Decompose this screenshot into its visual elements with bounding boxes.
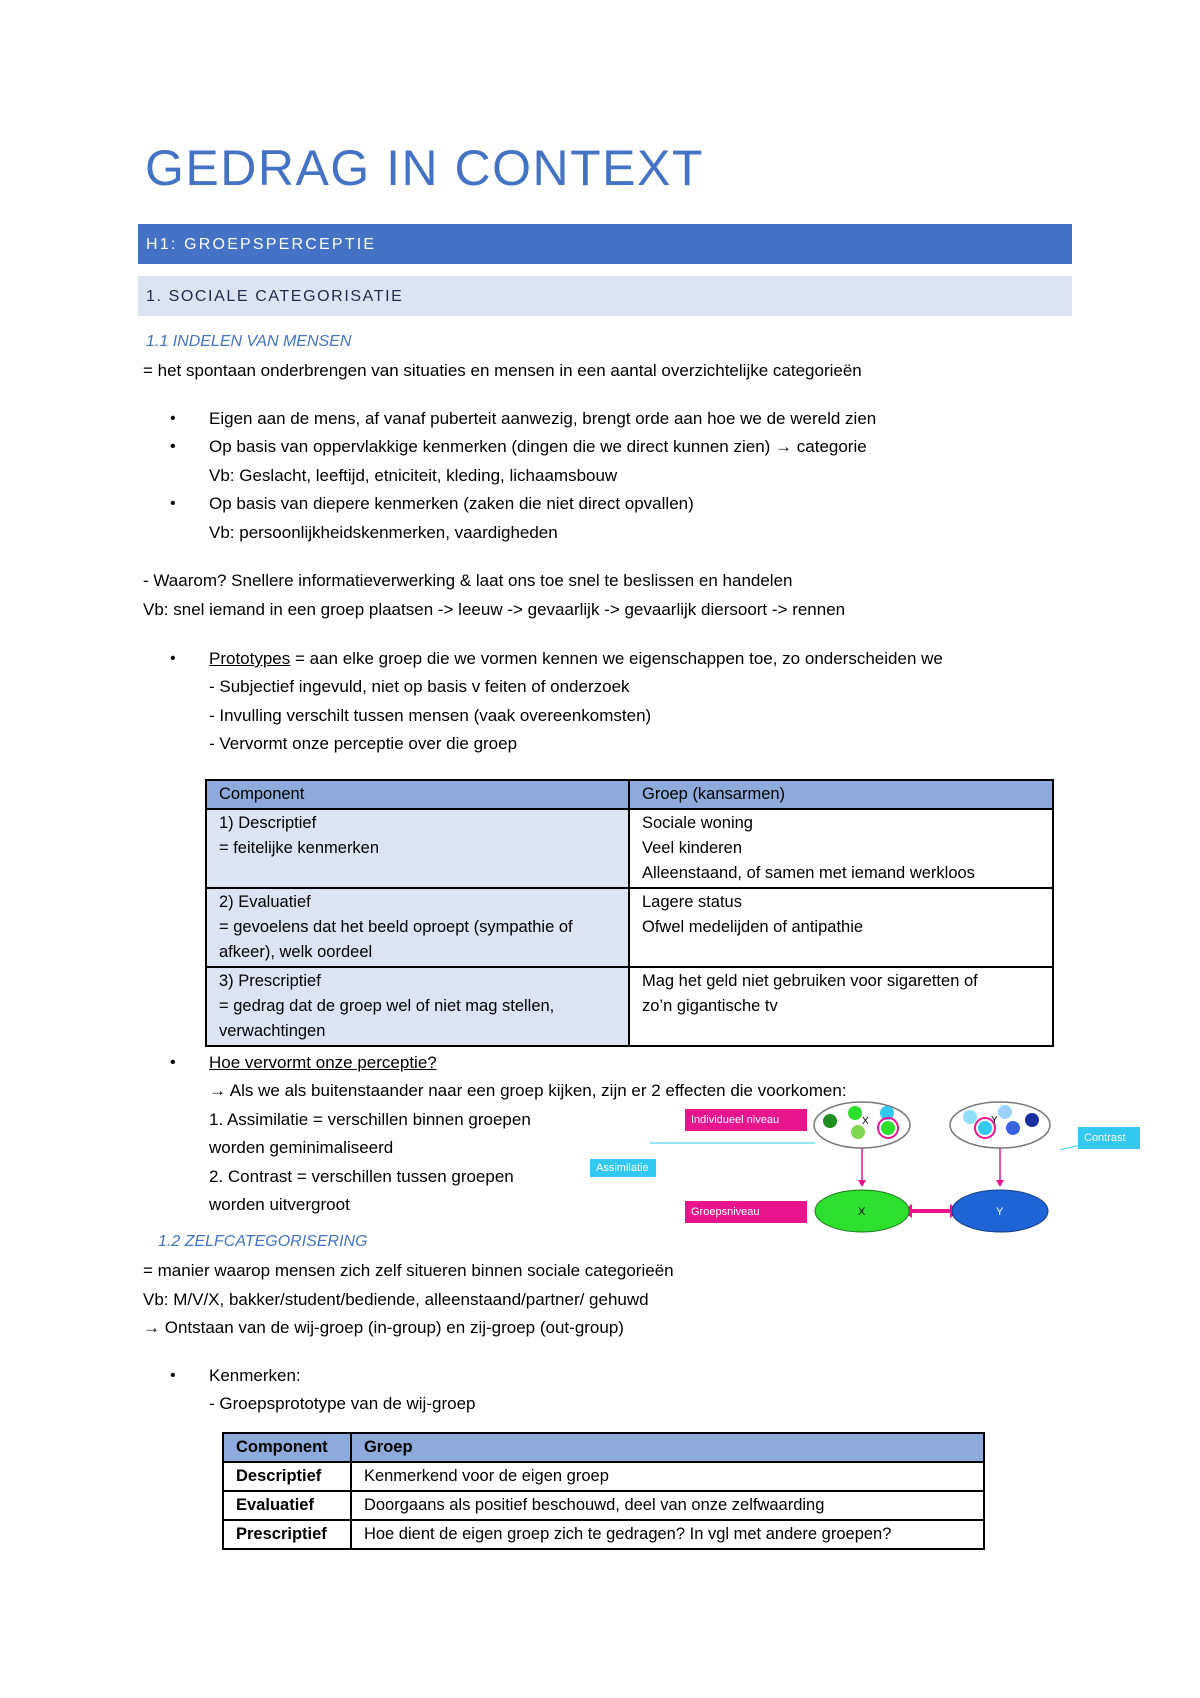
- bullet-dot: •: [170, 438, 176, 455]
- table-row: [206, 967, 1053, 1046]
- cell-line: Sociale woning: [642, 814, 753, 832]
- section-1-1-definition: = het spontaan onderbrengen van situaties en mensen in een aantal overzichtelijke categorieën: [143, 361, 862, 380]
- section-1-2-line: → Ontstaan van de wij-groep (in-group) en zij-groep (out-group): [143, 1318, 624, 1337]
- table-cell-group: Kenmerkend voor de eigen groep: [351, 1462, 984, 1491]
- table-cell-component: Evaluatief: [223, 1491, 351, 1520]
- cell-line: 2) Evaluatief: [219, 893, 311, 911]
- table-row: [206, 888, 1053, 967]
- kenmerken-sub: - Groepsprototype van de wij-groep: [209, 1394, 476, 1413]
- prototypes-label: Prototypes: [209, 649, 291, 668]
- prototypes-sub: - Vervormt onze perceptie over die groep: [209, 734, 518, 753]
- table-cell-group: Doorgaans als positief beschouwd, deel van onze zelfwaarding: [351, 1491, 984, 1520]
- member-circle: [998, 1105, 1012, 1119]
- cell-line: 1) Descriptief: [219, 814, 317, 832]
- section-1-2-line: = manier waarop mensen zich zelf situeren binnen sociale categorieën: [143, 1261, 674, 1280]
- section-1-2-title: 1.2 ZELFCATEGORISERING: [158, 1233, 368, 1250]
- cell-line: afkeer), welk oordeel: [219, 943, 373, 961]
- contrast-label: Contrast: [1078, 1127, 1140, 1149]
- individueel-niveau-label: Individueel niveau: [685, 1109, 807, 1131]
- bullet-dot: •: [170, 495, 176, 512]
- assimilation-contrast-diagram: [590, 1090, 1150, 1240]
- cell-line: Lagere status: [642, 893, 742, 911]
- perceptie-line: worden geminimaliseerd: [209, 1138, 394, 1157]
- bullet-dot: •: [170, 1054, 176, 1071]
- prototypes-definition: = aan elke groep die we vormen kennen we eigenschappen toe, zo onderscheiden we: [290, 649, 943, 668]
- cell-line: verwachtingen: [219, 1022, 326, 1040]
- perceptie-line: worden uitvergroot: [209, 1195, 350, 1214]
- bullet-dot: •: [170, 650, 176, 667]
- voorbeeld-text: Vb: snel iemand in een groep plaatsen -> leeuw -> gevaarlijk -> gevaarlijk diersoort -> rennen: [143, 600, 846, 619]
- table-cell-group: [629, 809, 1053, 888]
- components-table-wij-groep: [222, 1432, 985, 1550]
- bullet-text: Op basis van oppervlakkige kenmerken (dingen die we direct kunnen zien) → categorie: [209, 437, 867, 456]
- heading1-text: H1: GROEPSPERCEPTIE: [146, 236, 377, 253]
- table-cell-group: Hoe dient de eigen groep zich te gedragen? In vgl met andere groepen?: [351, 1520, 984, 1549]
- group-node-y-label: Y: [996, 1206, 1004, 1218]
- table-cell-component: Descriptief: [223, 1462, 351, 1491]
- diagram-svg: [590, 1090, 1150, 1240]
- prototypes-sub: - Invulling verschilt tussen mensen (vaak overeenkomsten): [209, 706, 652, 725]
- components-table-kansarmen: [205, 779, 1054, 1047]
- arrow-head: [858, 1180, 866, 1187]
- member-circle: [851, 1125, 865, 1139]
- group-x-small-label: X: [862, 1116, 869, 1127]
- cell-line: = feitelijke kenmerken: [219, 839, 380, 857]
- perceptie-line: → Als we als buitenstaander naar een groep kijken, zijn er 2 effecten die voorkomen:: [209, 1081, 847, 1100]
- groepsniveau-label: Groepsniveau: [685, 1201, 807, 1223]
- perceptie-question: Hoe vervormt onze perceptie?: [209, 1053, 437, 1072]
- group-y-small-label: Y: [991, 1115, 998, 1126]
- table-header-cell: Groep (kansarmen): [629, 780, 1053, 809]
- bullet-dot: •: [170, 410, 176, 427]
- table-cell-component: Prescriptief: [223, 1520, 351, 1549]
- member-circle: [1006, 1121, 1020, 1135]
- table-row: [206, 809, 1053, 888]
- table-row: [223, 1462, 984, 1491]
- cell-line: Veel kinderen: [642, 839, 742, 857]
- bullet-text: Eigen aan de mens, af vanaf puberteit aanwezig, brengt orde aan hoe we de wereld zien: [209, 409, 877, 428]
- cell-line: = gedrag dat de groep wel of niet mag stellen,: [219, 997, 555, 1015]
- waarom-text: - Waarom? Snellere informatieverwerking & laat ons toe snel te beslissen en handelen: [143, 571, 793, 590]
- section-1-2-line: Vb: M/V/X, bakker/student/bediende, alleenstaand/partner/ gehuwd: [143, 1290, 649, 1309]
- prototypes-sub: - Subjectief ingevuld, niet op basis v feiten of onderzoek: [209, 677, 630, 696]
- member-circle: [978, 1121, 992, 1135]
- perceptie-line: 2. Contrast = verschillen tussen groepen: [209, 1167, 514, 1186]
- table-header-cell: Component: [206, 780, 629, 809]
- table-cell-component: [206, 967, 629, 1046]
- document-title: GEDRAG IN CONTEXT: [145, 140, 704, 196]
- cell-line: Alleenstaand, of samen met iemand werkloos: [642, 864, 975, 882]
- section-1-1-title: 1.1 INDELEN VAN MENSEN: [146, 333, 352, 350]
- cell-line: Mag het geld niet gebruiken voor sigaretten of: [642, 972, 978, 990]
- member-circle: [1025, 1113, 1039, 1127]
- table-row: [223, 1520, 984, 1549]
- cell-line: = gevoelens dat het beeld oproept (sympathie of: [219, 918, 573, 936]
- table-header-cell: Component: [223, 1433, 351, 1462]
- table-cell-component: [206, 809, 629, 888]
- table-cell-group: [629, 967, 1053, 1046]
- member-circle: [823, 1114, 837, 1128]
- table-cell-component: [206, 888, 629, 967]
- bullet-subtext: Vb: persoonlijkheidskenmerken, vaardigheden: [209, 523, 558, 542]
- member-circle: [848, 1106, 862, 1120]
- perceptie-line: 1. Assimilatie = verschillen binnen groepen: [209, 1110, 531, 1129]
- bullet-subtext: Vb: Geslacht, leeftijd, etniciteit, kleding, lichaamsbouw: [209, 466, 618, 485]
- member-circle: [963, 1110, 977, 1124]
- member-circle: [881, 1121, 895, 1135]
- kenmerken-label: Kenmerken:: [209, 1366, 301, 1385]
- cell-line: 3) Prescriptief: [219, 972, 321, 990]
- arrow-head: [996, 1180, 1004, 1187]
- bullet-dot: •: [170, 1367, 176, 1384]
- table-header-cell: Groep: [351, 1433, 984, 1462]
- group-node-x-label: X: [858, 1206, 866, 1218]
- cell-line: zo’n gigantische tv: [642, 997, 778, 1015]
- table-cell-group: [629, 888, 1053, 967]
- bullet-text: Op basis van diepere kenmerken (zaken die niet direct opvallen): [209, 494, 694, 513]
- table-header-row: [223, 1433, 984, 1462]
- assimilatie-label: Assimilatie: [590, 1159, 656, 1177]
- table-row: [223, 1491, 984, 1520]
- heading2-text: 1. SOCIALE CATEGORISATIE: [146, 288, 404, 305]
- table-header-row: [206, 780, 1053, 809]
- prototypes-line: [209, 649, 943, 669]
- cell-line: Ofwel medelijden of antipathie: [642, 918, 864, 936]
